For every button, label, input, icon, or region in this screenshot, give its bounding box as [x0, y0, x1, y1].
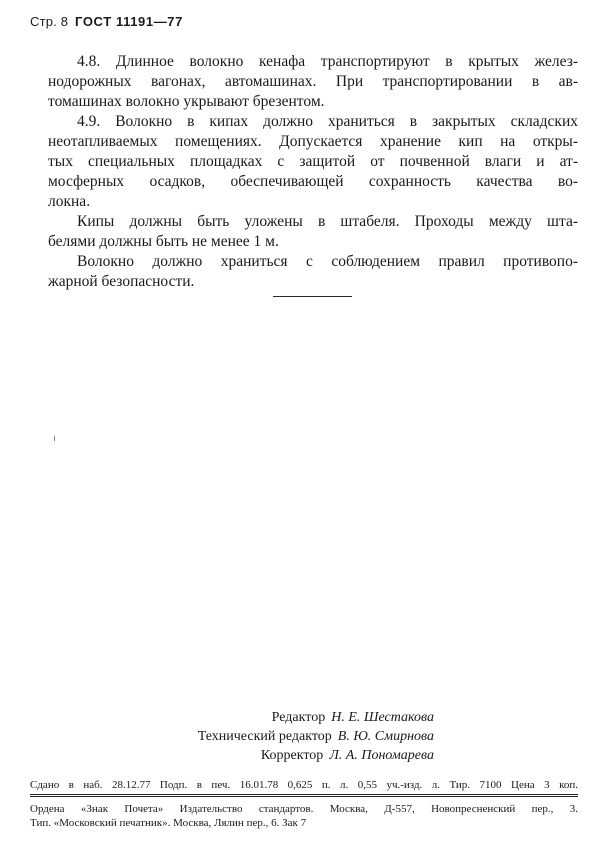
page-header — [30, 14, 183, 29]
tech-editor-credit — [150, 727, 434, 746]
text-line: мосферных осадков, обеспечивающей сохранность качества во- — [48, 173, 578, 190]
page-number: Стр. 8 — [30, 14, 69, 29]
text-line: томашинах волокно укрывают брезентом. — [48, 93, 325, 110]
text-line: тых специальных площадках с защитой от почвенной влаги и ат- — [48, 153, 578, 170]
imprint-rule — [30, 794, 578, 795]
text-line: Кипы должны быть уложены в штабеля. Проходы между шта- — [77, 213, 578, 230]
corrector-role: Корректор — [260, 748, 324, 763]
text-line: 4.9. Волокно в кипах должно храниться в закрытых складских — [77, 113, 578, 130]
corrector-name: Л. А. Пономарева — [329, 748, 434, 763]
standard-code: ГОСТ 11191—77 — [75, 14, 183, 29]
printer-line: Тип. «Московский печатник». Москва, Лялин пер., 6. Зак 7 — [30, 817, 307, 829]
text-line: 4.8. Длинное волокно кенафа транспортируют в крытых желез- — [77, 53, 578, 70]
scan-mark — [54, 436, 55, 441]
print-details: Сдано в наб. 28.12.77 Подп. в печ. 16.01.78 0,625 п. л. 0,55 уч.-изд. л. Тир. 7100 Цена 3 коп. — [30, 779, 578, 791]
editorial-credits — [150, 708, 434, 765]
publisher-line: Ордена «Знак Почета» Издательство стандартов. Москва, Д-557, Новопресненский пер., 3. — [30, 803, 578, 815]
editor-role: Редактор — [271, 710, 326, 725]
imprint-rule — [30, 796, 578, 797]
text-line: локна. — [48, 193, 91, 210]
tech-editor-role: Технический редактор — [197, 729, 332, 744]
editor-name: Н. Е. Шестакова — [331, 710, 434, 725]
text-line: Волокно должно храниться с соблюдением правил противопо- — [77, 253, 578, 270]
text-line: неотапливаемых помещениях. Допускается хранение кип на откры- — [48, 133, 578, 150]
text-line: белями должны быть не менее 1 м. — [48, 233, 279, 250]
section-separator — [273, 296, 352, 297]
text-line: жарной безопасности. — [48, 273, 195, 290]
corrector-credit — [150, 746, 434, 765]
body-text — [48, 52, 578, 292]
tech-editor-name: В. Ю. Смирнова — [337, 729, 434, 744]
text-line: нодорожных вагонах, автомашинах. При транспортировании в ав- — [48, 73, 578, 90]
editor-credit — [150, 708, 434, 727]
